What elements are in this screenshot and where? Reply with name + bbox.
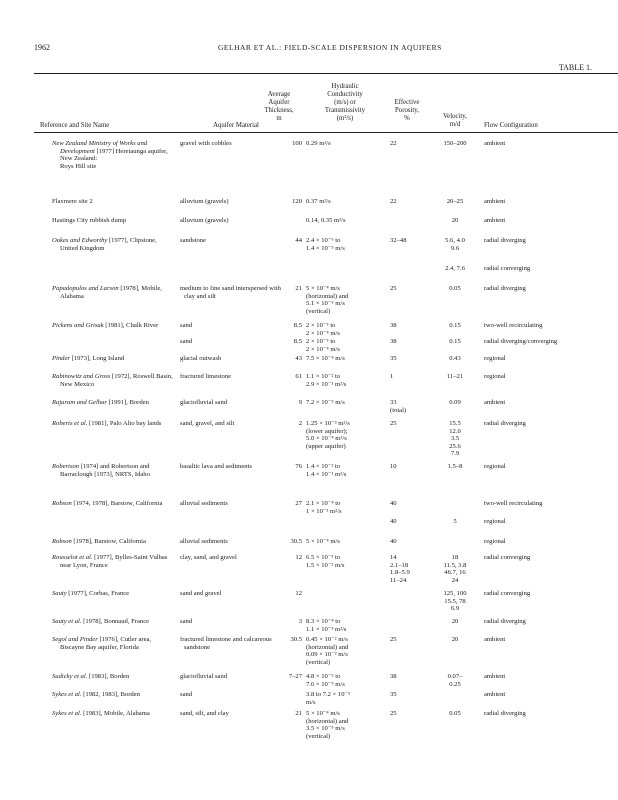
- cell-material: alluvium (gravels): [180, 217, 229, 224]
- cell-porosity: 25: [390, 710, 397, 717]
- cell-flow: regional: [484, 373, 506, 380]
- cell-flow: ambient: [484, 198, 506, 205]
- cell-reference-authors: Robson: [52, 538, 72, 545]
- cell-thickness: 7–27: [288, 673, 302, 680]
- cell-reference-authors: Sudicky et al.: [52, 673, 88, 680]
- cell-reference-site: [1974, 1978], Barstow, California: [71, 500, 163, 507]
- cell-material: sand: [180, 338, 193, 345]
- cell-conductivity: 1.1 × 10⁻² to 2.9 × 10⁻¹ m²/s: [306, 373, 347, 388]
- cell-flow: radial diverging: [484, 420, 526, 427]
- cell-reference-authors: Roberts et al.: [52, 420, 88, 427]
- cell-porosity: 14 2.1–18 1.8–5.9 11–24: [390, 554, 410, 584]
- col-head-thickness: Average Aquifer Thickness, m: [264, 91, 294, 122]
- cell-conductivity: 5 × 10⁻⁴ m/s (horizontal) and 3.5 × 10⁻⁵ m/s (vertical): [306, 710, 349, 740]
- cell-reference-site: [1977], Clipstone, United Kingdom: [60, 237, 157, 252]
- cell-velocity: 2.4, 7.6: [445, 265, 465, 272]
- cell-conductivity: 2.4 × 10⁻⁶ to 1.4 × 10⁻⁵ m/s: [306, 237, 345, 252]
- cell-conductivity: 2.1 × 10⁻⁴ to 1 × 10⁻³ m²/s: [306, 500, 342, 515]
- cell-material: gravel with cobbles: [180, 140, 232, 147]
- cell-reference: [52, 373, 174, 388]
- running-title: GELHAR ET AL.: FIELD-SCALE DISPERSION IN AQUIFERS: [218, 43, 442, 52]
- cell-material: fractured limestone and calcareous sandstone: [180, 636, 272, 651]
- cell-flow: ambient: [484, 691, 506, 698]
- cell-reference: [52, 237, 174, 252]
- table-header-rule: [34, 132, 618, 133]
- cell-flow: ambient: [484, 217, 506, 224]
- cell-velocity: 0.15: [449, 322, 461, 329]
- cell-thickness: 8.5: [293, 338, 302, 345]
- cell-material: basaltic lava and sediments: [180, 463, 252, 470]
- cell-flow: radial diverging: [484, 710, 526, 717]
- cell-conductivity: 1.25 × 10⁻³ m²/s (lower aquifer); 5.0 × 10⁻⁴ m²/s (upper aquifer): [306, 420, 350, 450]
- cell-reference: [52, 355, 174, 363]
- cell-reference-authors: Segol and Pinder: [52, 636, 98, 643]
- cell-porosity: 38: [390, 673, 397, 680]
- cell-reference: [52, 500, 174, 508]
- cell-thickness: 8.5: [293, 322, 302, 329]
- cell-flow: radial converging: [484, 265, 531, 272]
- cell-reference-authors: Robson: [52, 500, 72, 507]
- cell-reference-site: [1978], Mobile, Alabama: [60, 285, 162, 300]
- cell-reference: [52, 673, 174, 681]
- cell-reference: [52, 463, 174, 478]
- cell-porosity: 25: [390, 636, 397, 643]
- cell-thickness: 30.5: [290, 636, 302, 643]
- cell-reference-site: [1978], Barstow, California: [71, 538, 146, 545]
- cell-material: sand: [180, 322, 193, 329]
- cell-material: alluvium (gravels): [180, 198, 229, 205]
- col-head-material: Aquifer Material: [213, 122, 259, 129]
- page-number: 1962: [34, 43, 50, 52]
- cell-flow: regional: [484, 518, 506, 525]
- cell-material: glaciofluvial sand: [180, 399, 228, 406]
- cell-velocity: 15.5 12.0 3.5 25.6 7.9: [449, 420, 461, 458]
- cell-velocity: 0.15: [449, 338, 461, 345]
- cell-thickness: 12: [295, 554, 302, 561]
- cell-flow: ambient: [484, 673, 506, 680]
- cell-material: alluvial sediments: [180, 500, 228, 507]
- cell-conductivity: 1.4 × 10⁻² to 1.4 × 10⁻¹ m²/s: [306, 463, 347, 478]
- cell-velocity: 20: [451, 636, 459, 643]
- cell-flow: ambient: [484, 636, 506, 643]
- cell-velocity: 0.43: [449, 355, 461, 362]
- cell-reference-site: [1991], Borden: [106, 399, 149, 406]
- cell-flow: regional: [484, 538, 506, 545]
- cell-conductivity: 2 × 10⁻⁵ to 2 × 10⁻⁴ m/s: [306, 322, 340, 337]
- cell-reference: [52, 538, 174, 546]
- col-head-flow: Flow Configuration: [484, 122, 538, 129]
- cell-thickness: 61: [295, 373, 302, 380]
- cell-flow: two-well recirculating: [484, 322, 543, 329]
- cell-velocity: 20: [451, 217, 459, 224]
- cell-reference-authors: Sykes et al.: [52, 691, 82, 698]
- col-head-reference: Reference and Site Name: [40, 122, 110, 129]
- cell-reference-site: [1977], Corbas, France: [66, 590, 130, 597]
- cell-reference: [52, 590, 174, 598]
- cell-velocity: 11–21: [446, 373, 464, 380]
- cell-flow: regional: [484, 355, 506, 362]
- cell-reference-authors: Sauty: [52, 590, 67, 597]
- cell-reference-authors: New Zealand Ministry of Works and Development: [52, 140, 148, 155]
- cell-reference-authors: Sykes et al.: [52, 710, 82, 717]
- cell-material: sand: [180, 691, 193, 698]
- cell-reference-authors: Pickens and Grisak: [52, 322, 104, 329]
- cell-conductivity: 0.29 m²/s: [306, 140, 331, 147]
- cell-flow: two-well recirculating: [484, 500, 543, 507]
- cell-thickness: 2: [298, 420, 302, 427]
- cell-velocity: 0.05: [449, 710, 461, 717]
- cell-porosity: 35: [390, 355, 397, 362]
- cell-thickness: 76: [295, 463, 302, 470]
- cell-velocity: 5.6, 4.0 9.6: [445, 237, 465, 252]
- cell-conductivity: 0.45 × 10⁻² m/s (horizontal) and 0.09 × 10⁻² m/s (vertical): [306, 636, 349, 666]
- cell-reference-site: Flaxmere site 2: [52, 198, 93, 205]
- cell-porosity: 38: [390, 338, 397, 345]
- cell-porosity: 32–48: [390, 237, 407, 244]
- cell-velocity: 125, 100 15.5, 78 6.9: [443, 590, 467, 613]
- cell-reference: [52, 710, 174, 718]
- cell-material: sandstone: [180, 237, 207, 244]
- cell-reference-authors: Pinder: [52, 355, 70, 362]
- cell-reference: [52, 636, 174, 651]
- cell-conductivity: 5 × 10⁻⁴ m/s: [306, 538, 340, 545]
- cell-porosity: 22: [390, 140, 397, 147]
- cell-reference-authors: Oakes and Edworthy: [52, 237, 108, 244]
- cell-thickness: 12: [295, 590, 302, 597]
- cell-flow: ambient: [484, 399, 506, 406]
- cell-reference-site: [1977] Heretaunga aquifer, New Zealand: Roys Hill site: [60, 147, 168, 170]
- cell-velocity: 0.05: [449, 285, 461, 292]
- cell-porosity: 1: [390, 373, 394, 380]
- cell-conductivity: 3.8 to 7.2 × 10⁻⁵ m/s: [306, 691, 351, 706]
- cell-reference-authors: Rousselot et al.: [52, 554, 93, 561]
- cell-porosity: 35: [390, 691, 397, 698]
- cell-flow: radial diverging/converging: [484, 338, 558, 345]
- cell-material: sand: [180, 618, 193, 625]
- cell-thickness: 44: [295, 237, 302, 244]
- cell-reference-site: [1981], Chalk River: [103, 322, 159, 329]
- cell-reference: [52, 285, 174, 300]
- cell-material: glacial outwash: [180, 355, 222, 362]
- cell-conductivity: 4.8 × 10⁻⁵ to 7.6 × 10⁻⁵ m/s: [306, 673, 345, 688]
- cell-conductivity: 0.14, 0.35 m²/s: [306, 217, 346, 224]
- cell-reference-site: [1982, 1983], Borden: [81, 691, 140, 698]
- cell-velocity: 5: [453, 518, 457, 525]
- cell-reference-authors: Rajaram and Gelhar: [52, 399, 107, 406]
- cell-material: medium to fine sand interspersed with clay and silt: [180, 285, 281, 300]
- cell-material: sand and gravel: [180, 590, 222, 597]
- cell-conductivity: 2 × 10⁻⁵ to 2 × 10⁻⁴ m/s: [306, 338, 340, 353]
- cell-reference-authors: Rabinowitz and Gross: [52, 373, 111, 380]
- cell-reference: [52, 618, 174, 626]
- cell-velocity: 1.5–8: [447, 463, 463, 470]
- cell-reference-site: Hastings City rubbish dump: [52, 217, 127, 224]
- cell-reference-site: [1981], Palo Alto bay lands: [87, 420, 162, 427]
- cell-reference-site: [1977], Bylles-Saint Vulbas near Lyon, France: [60, 554, 168, 569]
- cell-reference: [52, 691, 174, 699]
- table-label: TABLE 1.: [558, 63, 592, 72]
- cell-material: sand, gravel, and silt: [180, 420, 235, 427]
- cell-conductivity: 0.37 m²/s: [306, 198, 331, 205]
- cell-porosity: 22: [390, 198, 397, 205]
- cell-reference-site: [1974] and Robertson and Barraclough [1973], NRTS, Idaho: [60, 463, 150, 478]
- cell-reference-site: [1978], Bonnaud, France: [81, 618, 150, 625]
- cell-reference-site: [1972], Roswell Basin, New Mexico: [60, 373, 173, 388]
- cell-reference-authors: Sauty et al.: [52, 618, 82, 625]
- cell-flow: radial diverging: [484, 285, 526, 292]
- cell-velocity: 150–200: [443, 140, 467, 147]
- cell-reference-authors: Papadopulos and Larson: [52, 285, 119, 292]
- col-head-velocity: Velocity, m/d: [443, 113, 467, 128]
- cell-porosity: 38: [390, 322, 397, 329]
- cell-flow: regional: [484, 463, 506, 470]
- cell-porosity: 40: [390, 518, 397, 525]
- cell-material: sand, silt, and clay: [180, 710, 229, 717]
- cell-velocity: 0.07– 0.25: [447, 673, 463, 688]
- cell-conductivity: 6.5 × 10⁻³ to 1.5 × 10⁻² m/s: [306, 554, 345, 569]
- cell-porosity: 10: [390, 463, 397, 470]
- cell-conductivity: 7.5 × 10⁻⁴ m/s: [306, 355, 345, 362]
- cell-velocity: 18 11.5, 3.8 46.7, 16 24: [443, 554, 467, 584]
- cell-reference: [52, 399, 174, 407]
- cell-velocity: 20: [451, 618, 459, 625]
- cell-thickness: 9: [298, 399, 302, 406]
- cell-thickness: 21: [295, 710, 302, 717]
- cell-reference: [52, 198, 174, 206]
- cell-flow: radial converging: [484, 590, 531, 597]
- cell-conductivity: 8.3 × 10⁻⁴ to 1.1 × 10⁻³ m²/s: [306, 618, 347, 633]
- cell-thickness: 21: [295, 285, 302, 292]
- cell-reference: [52, 217, 174, 225]
- cell-reference-site: [1973], Long Island: [69, 355, 125, 362]
- cell-material: glaciofluvial sand: [180, 673, 228, 680]
- table-top-rule: [34, 73, 618, 74]
- cell-thickness: 3: [298, 618, 302, 625]
- cell-material: alluvial sediments: [180, 538, 228, 545]
- cell-reference: [52, 322, 174, 330]
- cell-porosity: 25: [390, 420, 397, 427]
- cell-thickness: 100: [292, 140, 302, 147]
- cell-reference-site: [1983], Borden: [87, 673, 130, 680]
- col-head-porosity: Effective Porosity, %: [394, 99, 420, 122]
- cell-thickness: 43: [295, 355, 302, 362]
- cell-velocity: 0.09: [449, 399, 461, 406]
- cell-thickness: 27: [295, 500, 302, 507]
- col-head-conductivity: Hydraulic Conductivity (m/s) or Transmissivity (m²/s): [324, 83, 366, 122]
- cell-porosity: 25: [390, 285, 397, 292]
- cell-reference-site: [1983], Mobile, Alabama: [81, 710, 150, 717]
- cell-porosity: 40: [390, 538, 397, 545]
- cell-reference: [52, 140, 174, 170]
- cell-material: clay, sand, and gravel: [180, 554, 237, 561]
- cell-reference: [52, 554, 174, 569]
- cell-reference: [52, 420, 174, 428]
- cell-porosity: 33 (total): [390, 399, 407, 414]
- cell-thickness: 120: [292, 198, 302, 205]
- cell-conductivity: 7.2 × 10⁻⁵ m/s: [306, 399, 345, 406]
- cell-reference-authors: Robertson: [52, 463, 80, 470]
- cell-thickness: 30.5: [290, 538, 302, 545]
- cell-reference-site: [1976], Cutler area, Biscayne Bay aquifer, Florida: [60, 636, 152, 651]
- cell-flow: radial diverging: [484, 237, 526, 244]
- cell-flow: radial converging: [484, 554, 531, 561]
- cell-flow: radial diverging: [484, 618, 526, 625]
- cell-velocity: 20–25: [446, 198, 464, 205]
- cell-porosity: 40: [390, 500, 397, 507]
- cell-flow: ambient: [484, 140, 506, 147]
- cell-conductivity: 5 × 10⁻⁴ m/s (horizontal) and 5.1 × 10⁻⁵ m/s (vertical): [306, 285, 349, 315]
- cell-material: fractured limestone: [180, 373, 232, 380]
